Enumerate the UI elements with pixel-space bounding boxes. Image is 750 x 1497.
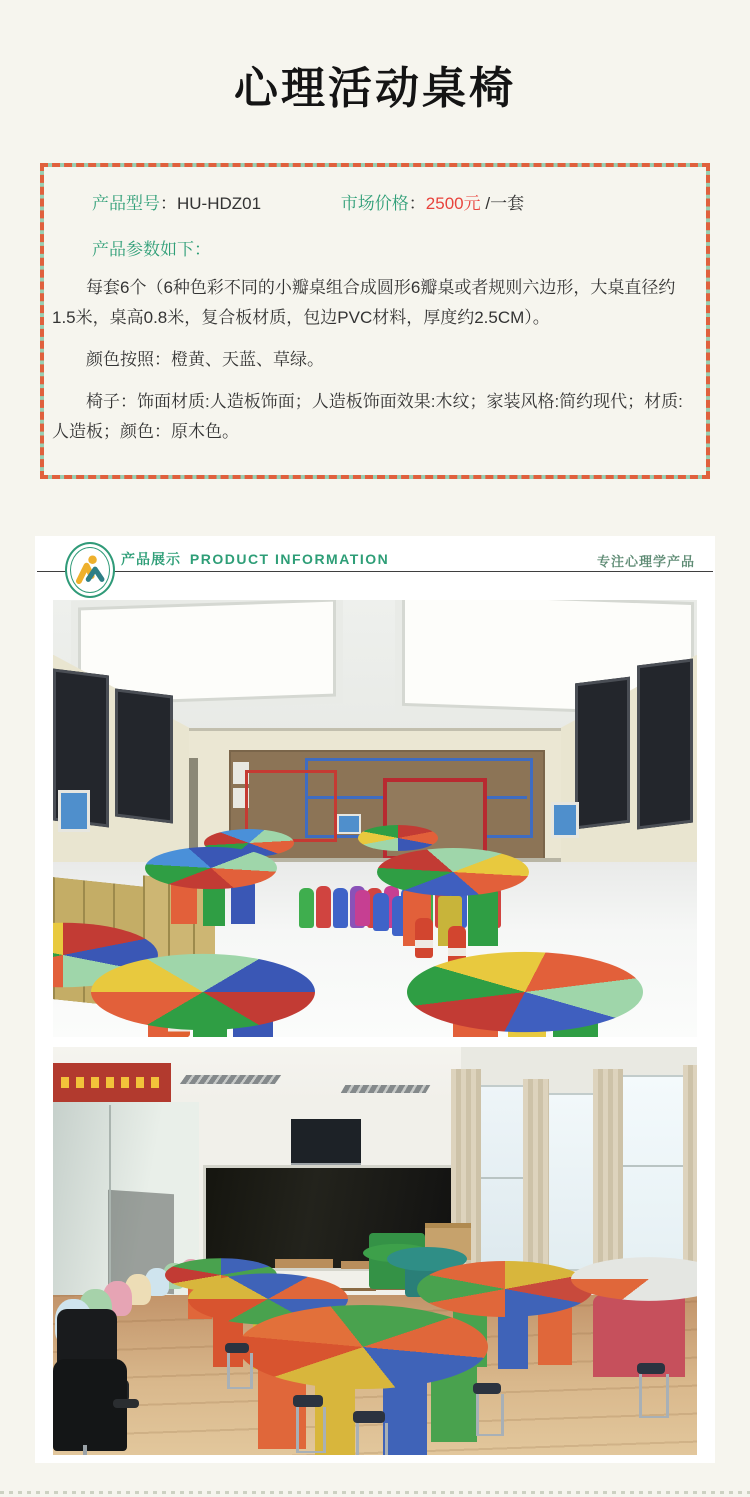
stool-cylinder <box>415 918 433 958</box>
showcase-title-cn: 产品展示 <box>121 550 181 567</box>
banner-text-marks <box>61 1077 161 1088</box>
model-price-row <box>92 193 698 215</box>
metal-stool <box>293 1395 323 1407</box>
metal-stool-legs <box>296 1407 326 1453</box>
office-chair-arm <box>113 1399 139 1408</box>
metal-stool-legs <box>227 1353 253 1389</box>
metal-stool <box>473 1383 501 1394</box>
param-paragraph-2: 颜色按照：橙黄、天蓝、草绿。 <box>86 349 324 369</box>
price-colon: ： <box>408 193 426 213</box>
product-photo-2 <box>53 1047 697 1455</box>
wall-picture <box>551 802 579 838</box>
wall-tv <box>291 1119 361 1166</box>
right-window <box>637 658 693 829</box>
logo-figure-svg <box>73 552 107 588</box>
page-title: 心理活动桌椅 <box>234 64 516 113</box>
ceiling-vent <box>180 1075 281 1084</box>
price-label: 市场价格 <box>340 193 409 213</box>
showcase-header <box>35 536 715 600</box>
model-label: 产品型号 <box>92 193 160 213</box>
stool-cylinder <box>373 893 389 931</box>
table-base-panel <box>203 886 225 926</box>
activity-table <box>145 846 277 888</box>
showcase-title <box>121 549 389 569</box>
stool-cylinder <box>355 890 370 926</box>
metal-stool-legs <box>639 1374 669 1418</box>
activity-table <box>238 1305 488 1389</box>
mirror-frame-line <box>109 1105 111 1310</box>
activity-table <box>417 1261 593 1317</box>
price-unit: /一套 <box>485 193 525 213</box>
activity-table <box>358 825 438 851</box>
door-frame <box>189 758 198 862</box>
metal-stool-legs <box>356 1423 388 1455</box>
stool-cylinder <box>299 888 314 928</box>
metal-stool <box>353 1411 385 1423</box>
model-value: HU-HDZ01 <box>177 193 262 213</box>
people-figure-icon <box>65 542 115 598</box>
wall-picture <box>337 814 361 834</box>
price-value: 2500元 <box>425 193 481 213</box>
showcase-title-en: PRODUCT INFORMATION <box>189 550 390 567</box>
stool-cylinder <box>333 888 348 928</box>
left-window <box>115 688 173 823</box>
activity-table <box>377 848 529 896</box>
right-window <box>575 676 630 829</box>
ceiling-vent <box>341 1085 431 1093</box>
next-section-divider <box>0 1491 750 1494</box>
showcase-tagline: 专注心理学产品 <box>596 553 695 569</box>
metal-stool-legs <box>476 1394 504 1436</box>
metal-stool <box>225 1343 249 1353</box>
product-photo-1 <box>53 600 697 1037</box>
metal-stool <box>637 1363 665 1374</box>
office-chair-leg <box>83 1445 87 1455</box>
header-divider <box>37 571 713 572</box>
stool-cylinder <box>316 886 331 928</box>
params-heading: 产品参数如下： <box>92 239 211 259</box>
ceiling-light-panel <box>81 601 333 702</box>
product-showcase-panel <box>35 536 715 1463</box>
school-desk <box>275 1259 333 1268</box>
param-paragraph-3: 椅子：饰面材质:人造板饰面；人造板饰面效果:木纹；家装风格:简约现代；材质:人造板；颜色：原木色。 <box>52 391 683 441</box>
table-base-panel <box>468 890 498 946</box>
price-group <box>341 194 524 213</box>
activity-table <box>91 954 315 1030</box>
table-base-panel <box>231 882 255 924</box>
wall-picture <box>58 790 90 832</box>
param-paragraph-1: 每套6个（6种色彩不同的小瓣桌组合成圆形6瓣桌或者规则六边形，大桌直径约1.5米，桌高0.8米，复合板材质，包边PVC材料，厚度约2.5CM）。 <box>52 277 676 327</box>
product-info-box <box>40 163 710 479</box>
activity-table <box>407 951 643 1031</box>
product-info-box-inner <box>40 163 710 479</box>
model-colon: ： <box>160 193 177 213</box>
